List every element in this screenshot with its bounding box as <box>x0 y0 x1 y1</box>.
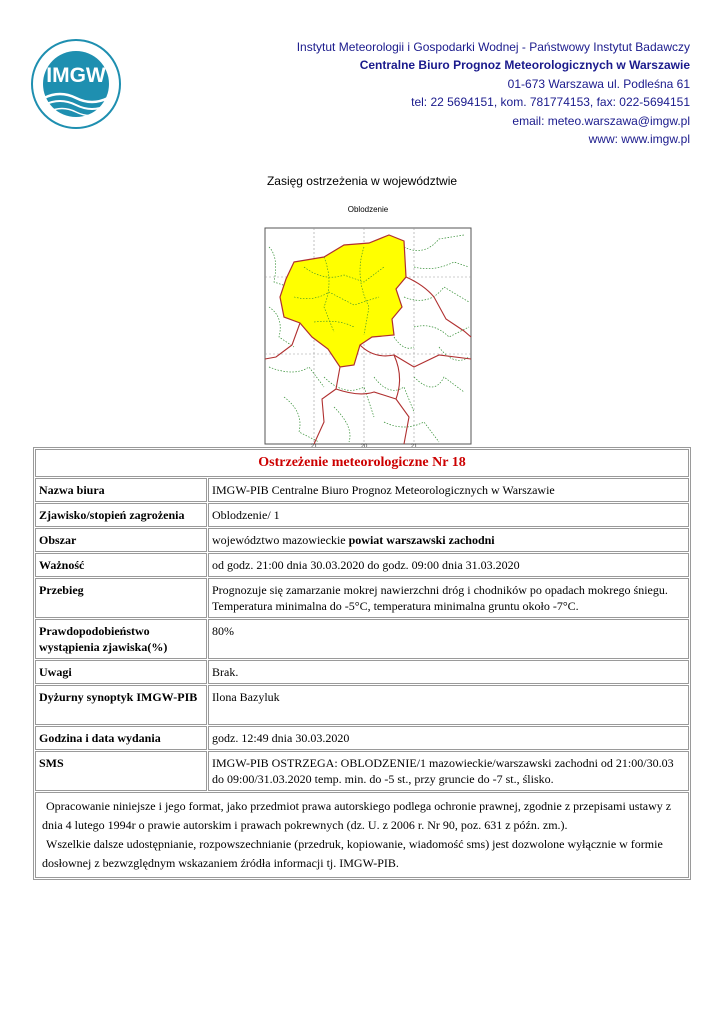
row-value: IMGW-PIB OSTRZEGA: OBLODZENIE/1 mazowieckie/warszawski zachodni od 21:00/30.03 do 09:00/31.03.2020 temp. min. do -5 st., przy gruncie do -7 st., ślisko. <box>208 751 689 791</box>
phone: tel: 22 5694151, kom. 781774153, fax: 022-5694151 <box>411 95 690 110</box>
copyright-paragraph: Wszelkie dalsze udostępnianie, rozpowszechnianie (przedruk, kopiowanie, wiadomość sms) jest dozwolone wyłącznie w formie dosłownej z bezwzględnym wskazaniem źródła informacji tj. IMGW-PIB. <box>42 837 663 870</box>
axis-tick: 21 <box>410 444 418 448</box>
office-name: Centralne Biuro Prognoz Meteorologicznych w Warszawie <box>359 58 690 73</box>
row-value: godz. 12:49 dnia 30.03.2020 <box>208 726 689 750</box>
email[interactable]: email: meteo.warszawa@imgw.pl <box>512 113 690 128</box>
row-label: Przebieg <box>35 578 207 618</box>
row-value: Brak. <box>208 660 689 684</box>
row-label: Dyżurny synoptyk IMGW-PIB <box>35 685 207 725</box>
row-value: Oblodzenie/ 1 <box>208 503 689 527</box>
map-graphic <box>264 227 472 448</box>
row-label: SMS <box>35 751 207 791</box>
row-label: Godzina i data wydania <box>35 726 207 750</box>
row-label: Zjawisko/stopień zagrożenia <box>35 503 207 527</box>
warning-map <box>264 205 472 448</box>
copyright-paragraph: Opracowanie niniejsze i jego format, jako przedmiot prawa autorskiego podlega ochronie prawnej, zgodnie z przepisami ustawy z dnia 4 lutego 1994r o prawie autorskim i prawach pokrewnych (dz. U. z 2006 r. Nr 90, poz. 631 z późn. zm.). <box>42 799 672 832</box>
website[interactable]: www: www.imgw.pl <box>588 132 690 147</box>
map-label: Oblodzenie <box>347 205 389 214</box>
row-value: IMGW-PIB Centralne Biuro Prognoz Meteorologicznych w Warszawie <box>208 478 689 502</box>
axis-tick: 20 <box>360 444 368 448</box>
row-value <box>208 528 689 552</box>
area-voivodeship: województwo mazowieckie <box>212 533 349 547</box>
map-title: Zasięg ostrzeżenia w województwie <box>266 174 458 188</box>
row-value: 80% <box>208 619 689 659</box>
row-label: Uwagi <box>35 660 207 684</box>
area-county: powiat warszawski zachodni <box>348 533 495 547</box>
logo-text: IMGW <box>46 64 106 87</box>
row-value: od godz. 21:00 dnia 30.03.2020 do godz. 09:00 dnia 31.03.2020 <box>208 553 689 577</box>
institute-header <box>297 38 690 148</box>
row-label: Ważność <box>35 553 207 577</box>
row-label: Obszar <box>35 528 207 552</box>
address: 01-673 Warszawa ul. Podleśna 61 <box>507 76 690 91</box>
imgw-logo <box>26 38 126 130</box>
row-value: Ilona Bazyluk <box>208 685 689 725</box>
warning-table <box>33 447 691 880</box>
warning-title: Ostrzeżenie meteorologiczne Nr 18 <box>35 449 689 477</box>
axis-tick: 21 <box>310 444 318 448</box>
institute-name: Instytut Meteorologii i Gospodarki Wodnej - Państwowy Instytut Badawczy <box>296 40 690 54</box>
row-label: Prawdopodobieństwo wystąpienia zjawiska(%) <box>35 619 207 659</box>
copyright-notice <box>35 792 689 878</box>
row-value: Prognozuje się zamarzanie mokrej nawierzchni dróg i chodników po opadach mokrego śniegu. Temperatura minimalna do -5°C, temperatura minimalna gruntu około -7°C. <box>208 578 689 618</box>
row-label: Nazwa biura <box>35 478 207 502</box>
